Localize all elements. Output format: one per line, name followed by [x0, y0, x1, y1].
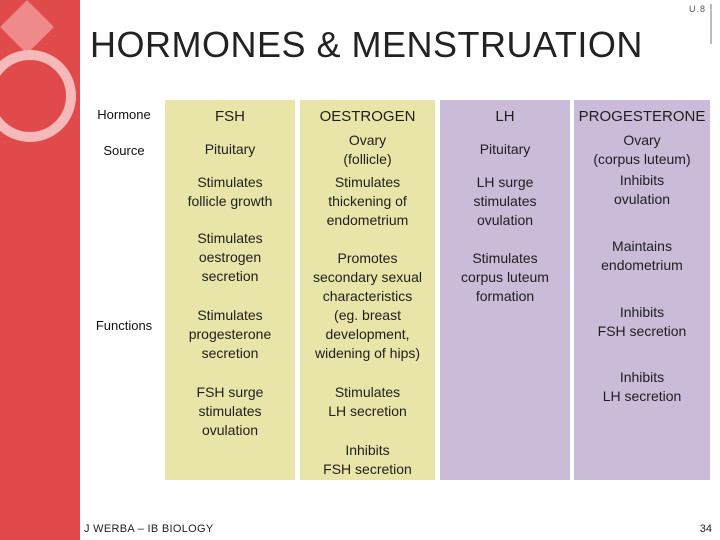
fsh-source: Pituitary: [204, 141, 256, 157]
oestrogen-function-4: Inhibits FSH secretion: [323, 442, 412, 477]
progesterone-function-3: Inhibits FSH secretion: [597, 304, 687, 339]
lh-header: LH: [495, 108, 515, 125]
fsh-function-3: Stimulates progesterone secretion: [188, 307, 272, 361]
footer-credit: J WERBA – IB BIOLOGY: [84, 523, 214, 535]
top-right-divider: [710, 4, 712, 44]
fsh-function-4: FSH surge stimulates ovulation: [196, 384, 264, 438]
fsh-function-2: Stimulates oestrogen secretion: [197, 230, 263, 284]
slide-title: HORMONES & MENSTRUATION: [90, 24, 643, 65]
page-number: 34: [699, 523, 712, 535]
oestrogen-header: OESTROGEN: [319, 108, 416, 125]
progesterone-column: [574, 100, 710, 480]
row-label-functions: Functions: [95, 318, 153, 333]
lh-source: Pituitary: [479, 141, 531, 157]
oestrogen-function-1: Stimulates thickening of endometrium: [326, 174, 409, 228]
oestrogen-source: Ovary (follicle): [343, 132, 392, 167]
progesterone-function-1: Inhibits ovulation: [613, 172, 671, 207]
fsh-header: FSH: [215, 108, 245, 125]
row-label-source: Source: [103, 143, 145, 158]
row-labels-column: [86, 100, 162, 480]
fsh-column: [165, 100, 295, 480]
lh-column: [440, 100, 570, 480]
row-label-hormone: Hormone: [97, 107, 151, 122]
lh-function-2: Stimulates corpus luteum formation: [461, 250, 549, 304]
progesterone-function-4: Inhibits LH secretion: [602, 369, 682, 404]
oestrogen-function-2: Promotes secondary sexual characteristics (eg. breast development, widening of hips): [313, 250, 422, 361]
oestrogen-function-3: Stimulates LH secretion: [328, 384, 407, 419]
lh-function-1: LH surge stimulates ovulation: [473, 174, 537, 228]
progesterone-function-2: Maintains endometrium: [601, 238, 683, 273]
progesterone-header: PROGESTERONE: [578, 108, 706, 125]
slide-reference: U.8: [688, 4, 706, 14]
fsh-function-1: Stimulates follicle growth: [187, 174, 273, 209]
progesterone-source: Ovary (corpus luteum): [593, 132, 691, 167]
oestrogen-column: [300, 100, 435, 480]
